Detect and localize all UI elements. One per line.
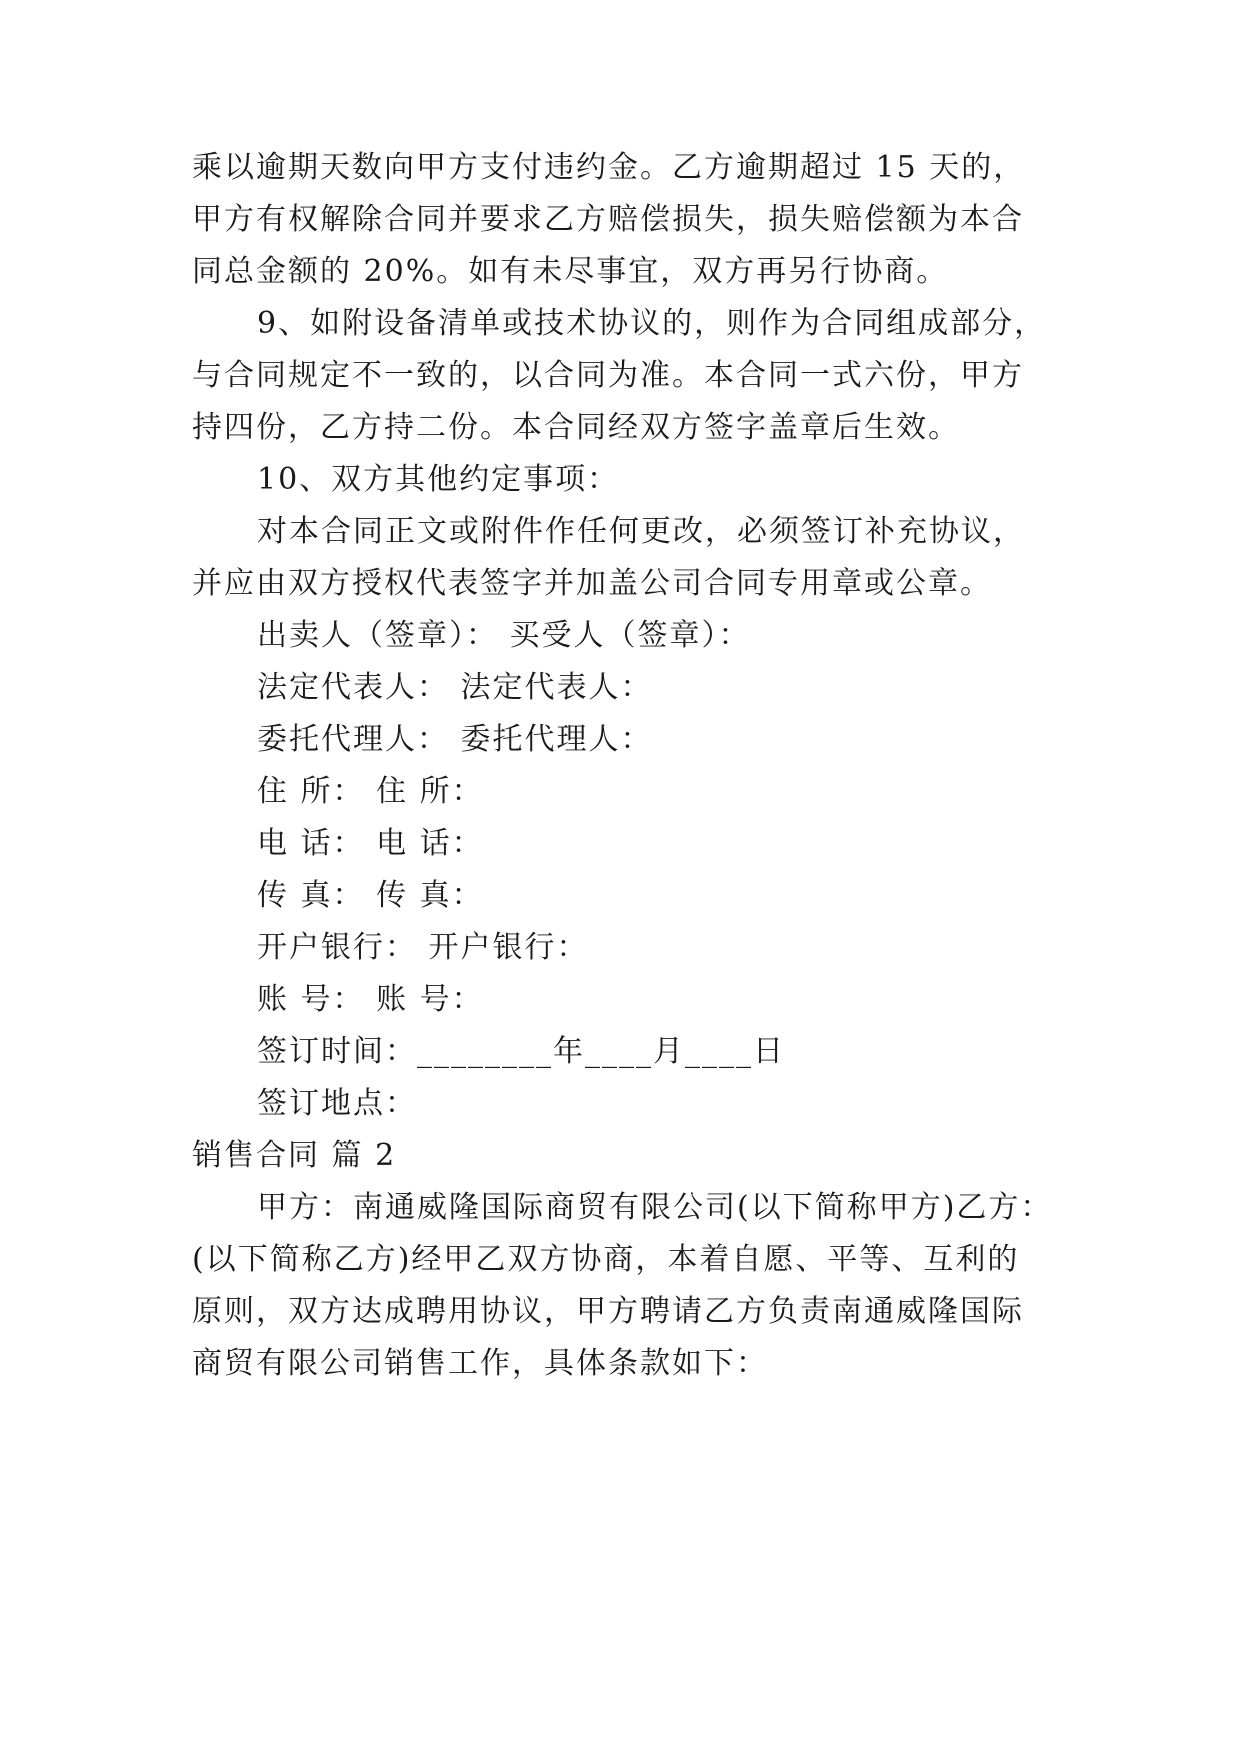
paragraph-line: 同总金额的 20%。如有未尽事宜，双方再另行协商。 <box>192 254 949 289</box>
signing-date-line: 签订时间：________年____月____日 <box>257 1034 785 1069</box>
clause-10-heading: 10、双方其他约定事项： <box>257 462 620 497</box>
legal-representative-line: 法定代表人： 法定代表人： <box>257 670 653 705</box>
paragraph-line: 甲方：南通威隆国际商贸有限公司(以下简称甲方)乙方： <box>257 1190 1053 1225</box>
authorized-agent-line: 委托代理人： 委托代理人： <box>257 722 653 757</box>
phone-line: 电 话： 电 话： <box>257 826 484 861</box>
paragraph-line: (以下简称乙方)经甲乙双方协商，本着自愿、平等、互利的 <box>192 1242 1020 1277</box>
signature-seal-line: 出卖人（签章）： 买受人（签章）： <box>257 618 751 653</box>
address-line: 住 所： 住 所： <box>257 774 484 809</box>
signing-place-line: 签订地点： <box>257 1086 417 1121</box>
fax-line: 传 真： 传 真： <box>257 878 484 913</box>
paragraph-line: 甲方有权解除合同并要求乙方赔偿损失，损失赔偿额为本合 <box>192 202 1024 237</box>
clause-9-line: 9、如附设备清单或技术协议的，则作为合同组成部分， <box>257 306 1047 341</box>
bank-line: 开户银行： 开户银行： <box>257 930 589 965</box>
paragraph-line: 乘以逾期天数向甲方支付违约金。乙方逾期超过 15 天的， <box>192 150 1026 185</box>
paragraph-line: 并应由双方授权代表签字并加盖公司合同专用章或公章。 <box>192 566 992 601</box>
paragraph-line: 与合同规定不一致的，以合同为准。本合同一式六份，甲方 <box>192 358 1024 393</box>
paragraph-line: 商贸有限公司销售工作，具体条款如下： <box>192 1346 768 1381</box>
paragraph-line: 持四份，乙方持二份。本合同经双方签字盖章后生效。 <box>192 410 960 445</box>
paragraph-line: 原则，双方达成聘用协议，甲方聘请乙方负责南通威隆国际 <box>192 1294 1024 1329</box>
paragraph-line: 对本合同正文或附件作任何更改，必须签订补充协议， <box>257 514 1025 549</box>
account-line: 账 号： 账 号： <box>257 982 484 1017</box>
section-heading: 销售合同 篇 2 <box>192 1138 397 1173</box>
